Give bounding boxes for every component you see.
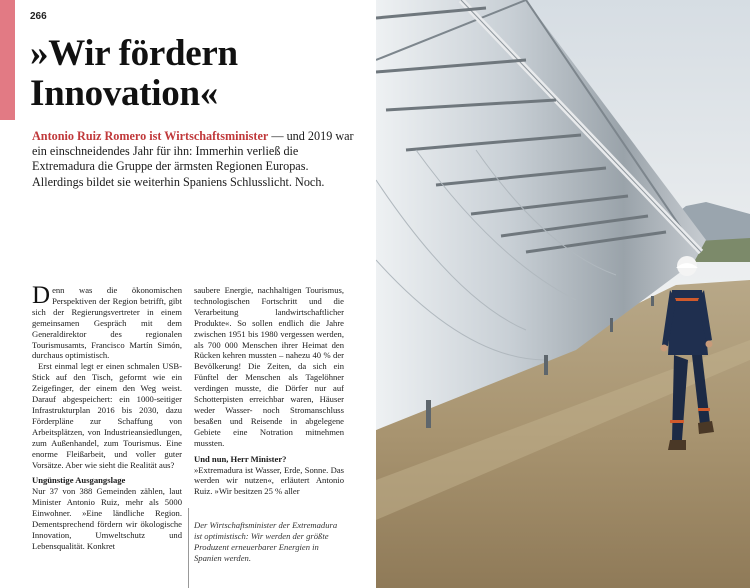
column2-subheading: Und nun, Herr Minister? bbox=[194, 453, 287, 464]
caption-divider bbox=[188, 508, 189, 588]
column2-paragraph-2: »Extremadura ist Wasser, Erde, Sonne. Das werden wir nutzen«, erläutert Antonio Ruiz. »Wir besitzen 25 % aller bbox=[194, 464, 344, 497]
headline bbox=[30, 34, 370, 114]
photo-caption: Der Wirtschaftsminister der Extremadura ist optimistisch: Wir werden der größte Produzent erneuerbarer Energien in Spanien werden. bbox=[194, 520, 338, 563]
column1-paragraph-1 bbox=[32, 282, 182, 361]
text-column-1 bbox=[32, 282, 182, 552]
column1-subheading: Ungünstige Ausgangslage bbox=[32, 475, 126, 486]
page-number: 266 bbox=[30, 11, 47, 22]
headline-line-1: »Wir fördern bbox=[30, 33, 238, 74]
lead-author: Antonio Ruiz Romero ist Wirtschaftsminister bbox=[32, 129, 269, 143]
column1-paragraph-3: Nur 37 von 388 Gemeinden zählen, laut Minister Antonio Ruiz, mehr als 5000 Einwohner. »Eine ländliche Region. Dementsprechend fördern wir ökologische Innovation, Umweltschutz und Lebensqualität. Konkret bbox=[32, 486, 182, 551]
column2-paragraph-1: saubere Energie, nachhaltigen Tourismus, technologischen Fortschritt und die Verarbeitung landwirtschaftlicher Produkte«. So sollen endlich die Jahre zwischen 1951 bis 1980 vergessen werden, als 700 000 Menschen ihrer Heimat den Rücken kehren mussten – nahezu 40 % der Bevölkerung! Die Zeiten, da sich ein Fünftel der Menschen als Tagelöhner verdingen musste, die Dörfer nur auf Schotterpisten erreichbar waren, Häuser weder Wasser- noch Stromanschluss besaßen und Reisende in abgelegene Gebiete eine Notration mitnehmen mussten. bbox=[194, 285, 344, 448]
headline-line-2: Innovation« bbox=[30, 73, 218, 114]
section-color-bar bbox=[0, 0, 15, 120]
solar-plant-illustration bbox=[376, 0, 750, 588]
lead-paragraph bbox=[32, 129, 362, 190]
drop-cap: D bbox=[32, 282, 51, 309]
text-column-2 bbox=[194, 285, 344, 497]
column1-paragraph-2: Erst einmal legt er einen schmalen USB-Stick auf den Tisch, geformt wie ein Zeigefinger, der einem den Weg weist. Darauf abgespeichert: ein 1000-seitiger Infrastrukturplan 2016 bis 2030, dazu Förderpläne zur Schaffung von Arbeitsplätzen, von Industrieansiedlungen, zum Außenhandel, zum Tourismus. Eine enorme Fleißarbeit, und voller guter Vorsätze. Aber wie sieht die Realität aus? bbox=[32, 361, 182, 470]
column1-paragraph-1-text: enn was die ökonomischen Perspektiven der Region betrifft, gibt sich der Regierungsvertreter in einem gemeinsamen Gespräch mit dem Generaldirektor des regionalen Tourismusamts, Francisco Martín Simón, durchaus optimistisch. bbox=[32, 285, 182, 361]
solar-plant-photo bbox=[376, 0, 750, 588]
lead-text: — und 2019 war ein einschneidendes Jahr für ihn: Immerhin verließ die Extremadura die Gruppe der ärmsten Regionen Europas. Allerdings bildet sie weiterhin Spaniens Schlusslicht. Noch. bbox=[32, 129, 354, 189]
